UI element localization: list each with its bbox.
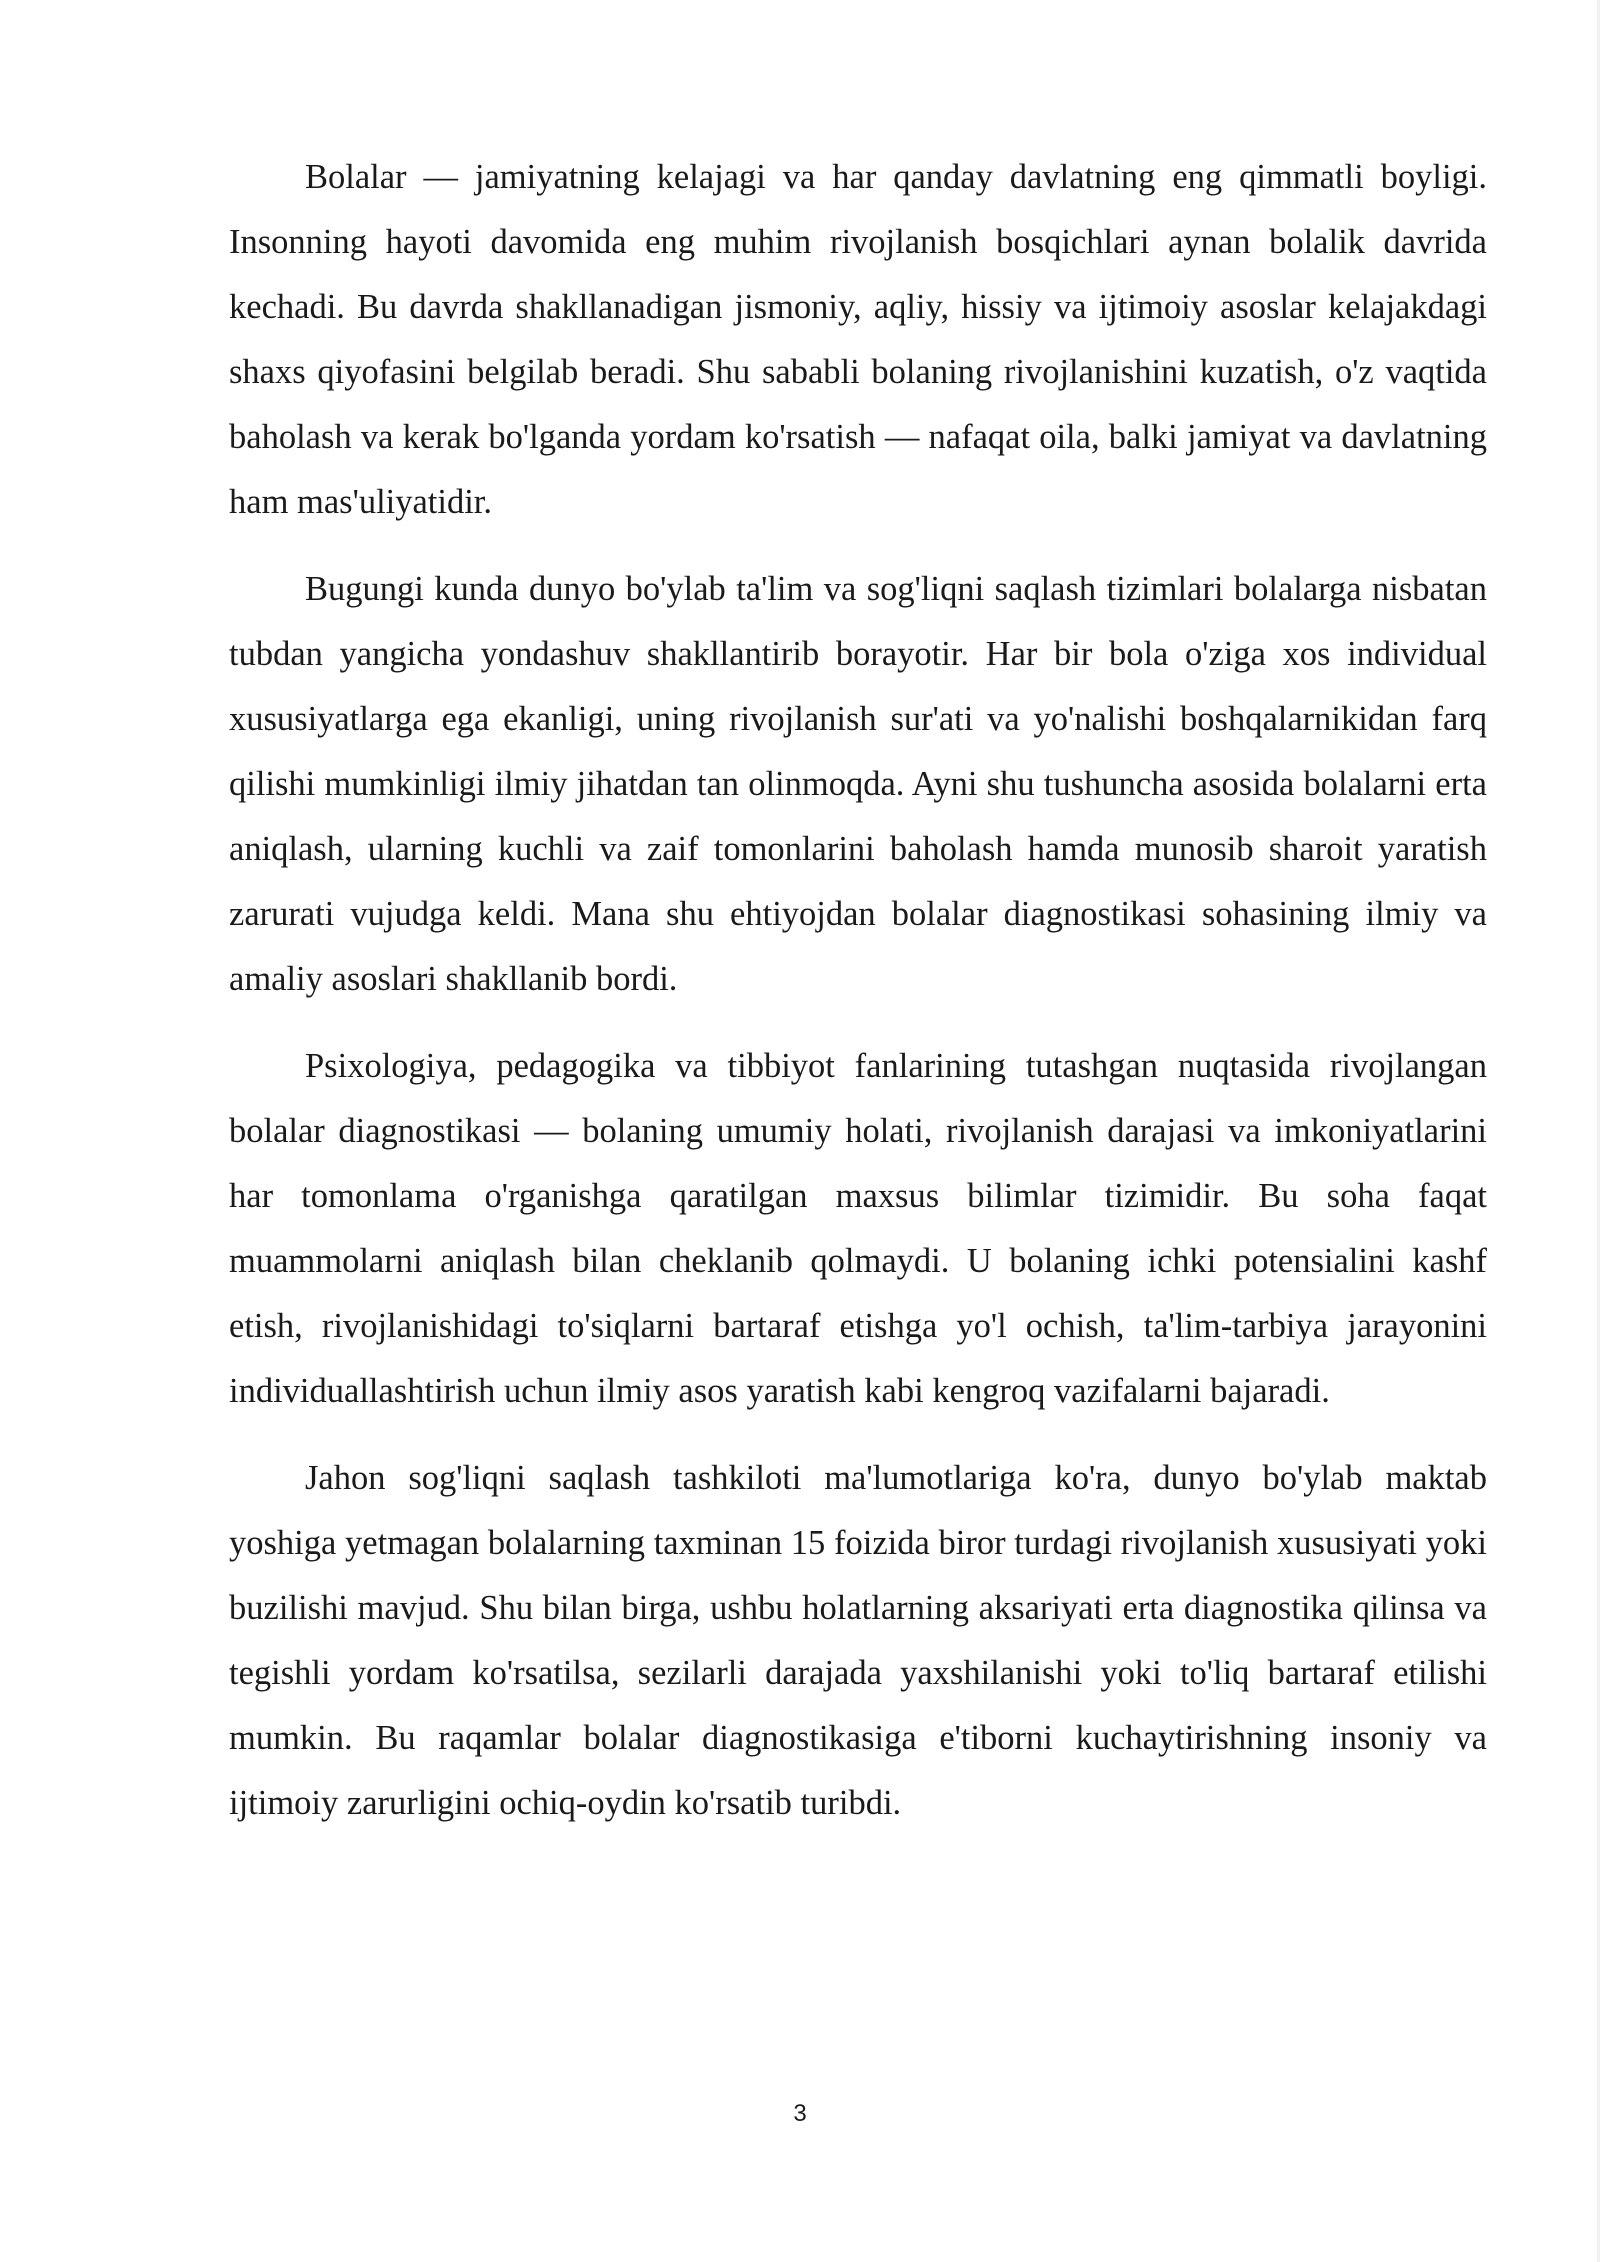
paragraph-4: Jahon sog'liqni saqlash tashkiloti ma'lumotlariga ko'ra, dunyo bo'ylab maktab yoshiga yetmagan bolalarning taxminan 15 foizida biror turdagi rivojlanish xususiyati yoki buzilishi mavjud. Shu bilan birga, ushbu holatlarning aksariyati erta diagnostika qilinsa va tegishli yordam ko'rsatilsa, sezilarli darajada yaxshilanishi yoki to'liq bartaraf etilishi mumkin. Bu raqamlar bolalar diagnostikasiga e'tiborni kuchaytirishning insoniy va ijtimoiy zarurligini ochiq-oydin ko'rsatib turibdi. — [229, 1459, 1487, 1822]
paragraph-3: Psixologiya, pedagogika va tibbiyot fanlarining tutashgan nuqtasida rivojlangan bolalar diagnostikasi — bolaning umumiy holati, rivojlanish darajasi va imkoniyatlarini har tomonlama o'rganishga qaratilgan maxsus bilimlar tizimidir. Bu soha faqat muammolarni aniqlash bilan cheklanib qolmaydi. U bolaning ichki potensialini kashf etish, rivojlanishidagi to'siqlarni bartaraf etishga yo'l ochish, ta'lim-tarbiya jarayonini individuallashtirish uchun ilmiy asos yaratish kabi kengroq vazifalarni bajaradi. — [229, 1047, 1487, 1410]
body-text — [229, 145, 1487, 1858]
paragraph-2: Bugungi kunda dunyo bo'ylab ta'lim va sog'liqni saqlash tizimlari bolalarga nisbatan tubdan yangicha yondashuv shakllantirib borayotir. Har bir bola o'ziga xos individual xususiyatlarga ega ekanligi, uning rivojlanish sur'ati va yo'nalishi boshqalarnikidan farq qilishi mumkinligi ilmiy jihatdan tan olinmoqda. Ayni shu tushuncha asosida bolalarni erta aniqlash, ularning kuchli va zaif tomonlarini baholash hamda munosib sharoit yaratish zarurati vujudga keldi. Mana shu ehtiyojdan bolalar diagnostikasi sohasining ilmiy va amaliy asoslari shakllanib bordi. — [229, 570, 1487, 998]
paragraph-1: Bolalar — jamiyatning kelajagi va har qanday davlatning eng qimmatli boyligi. Insonning hayoti davomida eng muhim rivojlanish bosqichlari aynan bolalik davrida kechadi. Bu davrda shakllanadigan jismoniy, aqliy, hissiy va ijtimoiy asoslar kelajakdagi shaxs qiyofasini belgilab beradi. Shu sababli bolaning rivojlanishini kuzatish, o'z vaqtida baholash va kerak bo'lganda yordam ko'rsatish — nafaqat oila, balki jamiyat va davlatning ham mas'uliyatidir. — [229, 158, 1487, 521]
page-number: 3 — [793, 2100, 807, 2127]
